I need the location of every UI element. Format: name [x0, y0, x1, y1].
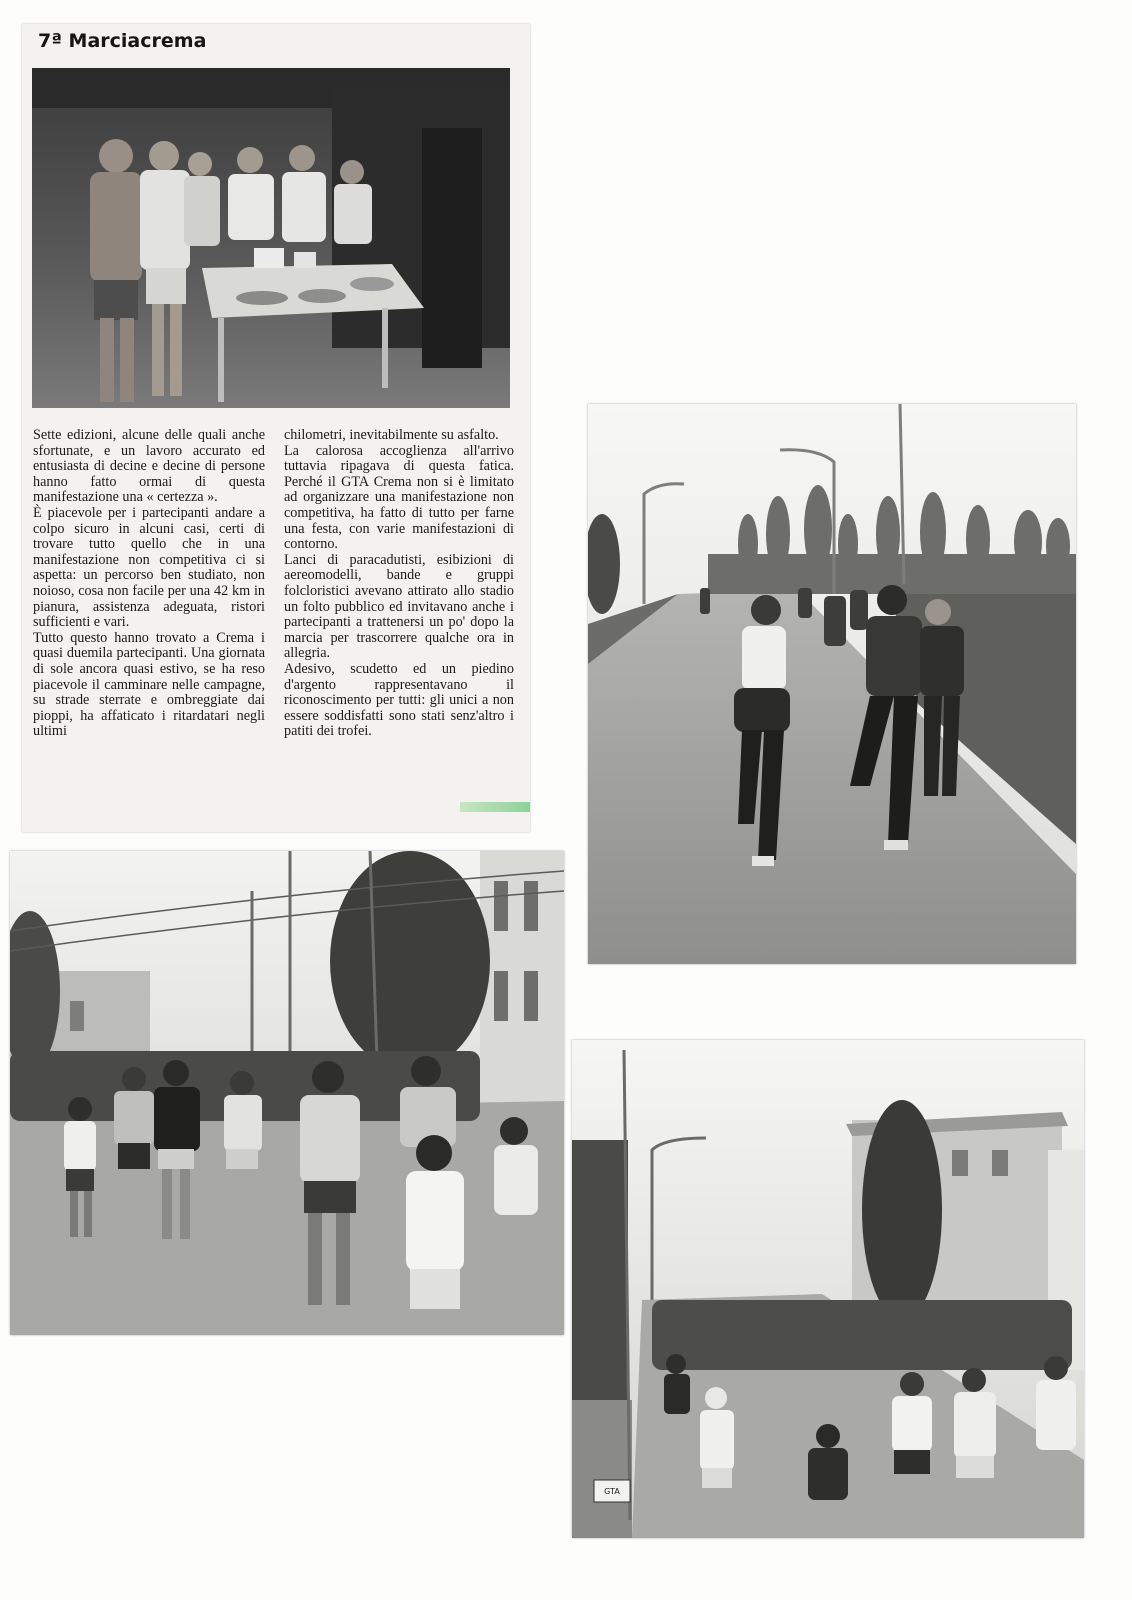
article-paragraph: Lanci di paracadutisti, esibizioni di aereomodelli, bande e gruppi folcloristici avevano attirato allo stadio un folto pubblico ed invitavano anche i partecipanti a trattenersi un po' dopo la marcia per trascorrere qualche ora in allegria. [284, 551, 514, 662]
article-paragraph: chilometri, inevitabilmente su asfalto. [284, 427, 499, 443]
photo-runners-town-street [10, 851, 564, 1335]
photo-runners-town-road [572, 1040, 1084, 1538]
clipping-edge-strip [460, 802, 530, 812]
photo-runners-country-road [588, 404, 1076, 964]
article-paragraph: Tutto questo hanno trovato a Crema i quasi duemila partecipanti. Una giornata di sole ancora quasi estivo, se ha reso piacevole il camminare nelle campagne, su strade sterrate e ombreggiate dai pioppi, ha affaticato i ritardatari negli ultimi [33, 629, 265, 740]
clipping-title: 7ª Marciacrema [38, 30, 207, 52]
newspaper-clipping [22, 24, 530, 832]
article-paragraph: Sette edizioni, alcune delle quali anche sfortunate, e un lavoro accurato ed entusiasta di decine e decine di persone hanno fatto ormai di questa manifestazione una « certezza ». [33, 427, 265, 506]
article-column-1 [33, 428, 265, 740]
gta-sign-text: GTA [604, 1487, 620, 1496]
article-paragraph: Adesivo, scudetto ed un piedino d'argento rappresentavano il riconoscimento per tutti: gli unici a non essere soddisfatti sono stati senz'altro i patiti dei trofei. [284, 660, 514, 740]
clipping-photo-refreshment-stand [32, 68, 510, 408]
article-column-2 [284, 428, 514, 740]
article-paragraph: La calorosa accoglienza all'arrivo tuttavia ripagava di questa fatica. Perché il GTA Crema non si è limitato ad organizzare una manifestazione non competitiva, ha fatto di tutto per farne una festa, con varie manifestazioni di contorno. [284, 442, 514, 553]
article-paragraph: È piacevole per i partecipanti andare a colpo sicuro in alcuni casi, certi di trovare tutto quello che in una manifestazione non competitiva ci si aspetta: un percorso ben studiato, non noioso, cosa non facile per una 42 km in pianura, assistenza adeguata, ristori sufficienti e vari. [33, 504, 265, 631]
